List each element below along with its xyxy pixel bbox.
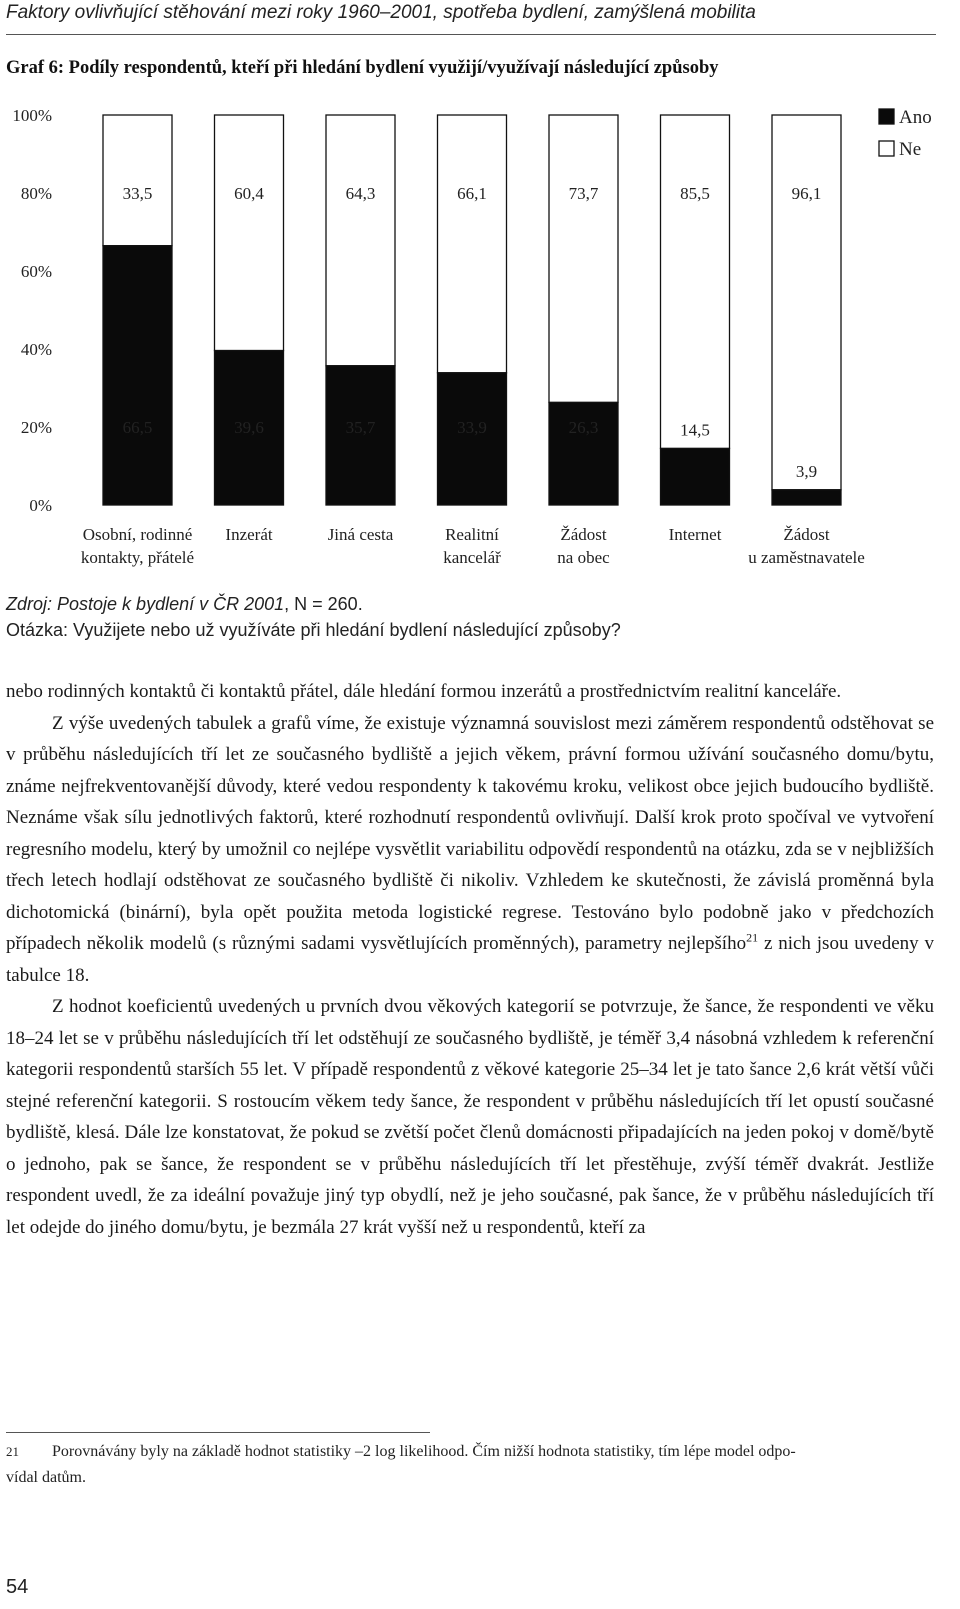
running-header: Faktory ovlivňující stěhování mezi roky 1960–2001, spotřeba bydlení, zamýšlená mobilita (6, 2, 756, 23)
data-label-ano: 35,7 (345, 418, 376, 437)
bar-ne (549, 115, 618, 402)
chart-source (6, 594, 363, 615)
data-label-ne: 96,1 (791, 184, 822, 203)
source-italic: Zdroj: Postoje k bydlení v ČR 2001 (6, 594, 285, 614)
stacked-bar-chart (0, 96, 960, 586)
y-tick-label: 100% (12, 106, 52, 125)
data-label-ne: 73,7 (568, 184, 599, 203)
paragraph-2 (6, 708, 934, 992)
chart-question: Otázka: Využijete nebo už využíváte při hledání bydlení následující způsoby? (6, 620, 621, 640)
footnote-line-1: Porovnávány byly na základě hodnot statistiky –2 log likelihood. Čím nižší hodnota statistiky, tím lépe model odpo- (52, 1443, 796, 1460)
legend-label-ano: Ano (899, 107, 932, 128)
paragraph-3: Z hodnot koeficientů uvedených u prvních dvou věkových kategorií se potvrzuje, že šance, že respondenti ve věku 18–24 let se v průběhu následujících tří let odstěhují ze současného bydliště, je téměř 3,4 násobná vzhledem k referenční kategorii respondentů starších 55 let. V případě respondentů z věkové kategorie 25–34 let je tato šance 2,6 krát větší vůči stejné referenční kategorii. S rostoucím věkem tedy šance, že respondent v průběhu následujících tří let opustí současné bydliště, klesá. Dále lze konstatovat, že pokud se zvětší počet členů domácnosti připadajících na jeden pokoj v domě/bytě o jednoho, pak se šance, že respondent se v průběhu následujících tří let přestěhuje, zvýší téměř dvakrát. Jestliže respondent uvedl, že za ideální považuje jiný typ obydlí, než je jeho současné, pak šance, že v průběhu následujících tří let odejde do jiného domu/bytu, je bezmála 27 krát vyšší než u respondentů, kteří za (6, 996, 934, 1238)
data-label-ne: 60,4 (234, 184, 264, 203)
category-label: na obec (557, 548, 610, 567)
data-label-ne: 85,5 (680, 184, 710, 203)
category-label: Jiná cesta (327, 525, 394, 544)
footnote-rule (6, 1432, 430, 1433)
footnote-text (6, 1439, 934, 1465)
category-label: Žádost (560, 525, 607, 544)
data-label-ano: 66,5 (122, 418, 153, 437)
page-number: 54 (6, 1576, 29, 1598)
footnote-line-2: vídal datům. (6, 1469, 86, 1486)
legend-label-ne: Ne (899, 139, 922, 160)
y-tick-label: 0% (29, 496, 52, 515)
y-tick-label: 60% (20, 262, 52, 281)
data-label-ano: 39,6 (234, 418, 264, 437)
legend-swatch-ne (879, 141, 894, 156)
data-label-ne: 33,5 (122, 184, 153, 203)
bar-ne (772, 115, 841, 490)
y-tick-label: 40% (20, 340, 52, 359)
bar-ano (661, 448, 730, 505)
bar-ne (661, 115, 730, 448)
legend-swatch-ano (879, 109, 894, 124)
data-label-ne: 64,3 (345, 184, 376, 203)
y-tick-label: 20% (20, 418, 52, 437)
data-label-ne: 66,1 (457, 184, 487, 203)
data-label-ano: 3,9 (795, 461, 818, 481)
paragraph-2-end: z nich jsou uvedeny v tabulce 18. (6, 933, 934, 986)
bar-ano (772, 490, 841, 505)
footnote (6, 1439, 934, 1491)
category-label: Žádost (783, 525, 830, 544)
category-label: kontakty, přátelé (80, 548, 195, 567)
category-label: Realitní (445, 525, 499, 544)
category-label: Internet (668, 525, 722, 544)
category-label: Osobní, rodinné (82, 525, 193, 544)
body-text (6, 676, 934, 1243)
bar-ano (103, 246, 172, 505)
data-label-ano: 33,9 (457, 418, 487, 437)
source-rest: , N = 260. (284, 594, 363, 614)
bar-ne (215, 115, 284, 351)
category-label: u zaměstnavatele (748, 548, 865, 567)
header-rule (6, 34, 936, 35)
chart-title: Graf 6: Podíly respondentů, kteří při hledání bydlení využijí/využívají následující způsoby (6, 58, 719, 78)
y-tick-label: 80% (20, 184, 52, 203)
bar-ne (326, 115, 395, 366)
bar-ne (103, 115, 172, 246)
footnote-ref[interactable]: 21 (746, 930, 759, 945)
paragraph-1: nebo rodinných kontaktů či kontaktů přátel, dále hledání formou inzerátů a prostřednictvím realitní kanceláře. (6, 681, 842, 702)
data-label-ano: 26,3 (568, 418, 599, 437)
paragraph-2-text: Z výše uvedených tabulek a grafů víme, že existuje významná souvislost mezi záměrem respondentů odstěhovat se v průběhu následujících tří let ze současného bydliště a jejich věkem, právní formou užívání současného domu/bytu, známe nejfrekventovanější důvody, které vedou respondenty k takovému kroku, velikost obce jejich budoucího bydliště. Neznáme však sílu jednotlivých faktorů, které rozhodnutí respondentů ovlivňují. Další krok proto spočíval ve vytvoření regresního modelu, který by umožnil co nejlépe vysvětlit variabilitu odpovědí respondentů na otázku, zda se v nejbližších třech letech hodlají odstěhovat ze současného bydliště či nikoliv. Vzhledem ke skutečnosti, že závislá proměnná byla dichotomická (binární), byla opět použita metoda logistické regrese. Testováno bylo podobně jako v předchozích případech několik modelů (s různými sadami vysvětlujících proměnných), parametry nejlepšího (6, 712, 934, 954)
footnote-number: 21 (6, 1444, 19, 1459)
bar-ano (438, 373, 507, 505)
data-label-ano: 14,5 (680, 420, 710, 440)
category-label: Inzerát (225, 525, 273, 544)
bar-ne (438, 115, 507, 373)
category-label: kancelář (443, 548, 501, 567)
